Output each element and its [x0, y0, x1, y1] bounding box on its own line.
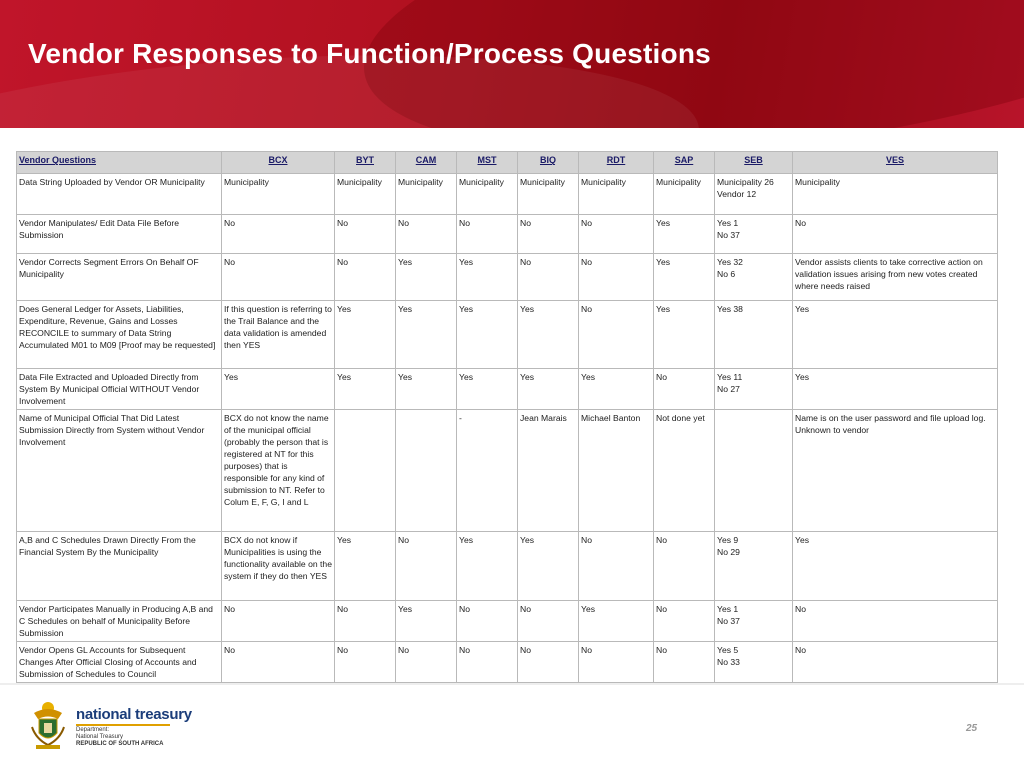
- response-cell: Yes: [457, 369, 518, 410]
- slide-title: Vendor Responses to Function/Process Questions: [28, 38, 711, 69]
- response-cell: Yes: [579, 369, 654, 410]
- response-cell: Yes: [654, 301, 715, 369]
- response-cell: [335, 410, 396, 532]
- response-cell: Yes: [396, 254, 457, 301]
- response-cell: Vendor assists clients to take corrective action on validation issues arising from new votes created where needs raised: [793, 254, 998, 301]
- response-cell: Yes: [518, 301, 579, 369]
- column-header: BYT: [335, 152, 396, 174]
- response-cell: Yes 38: [715, 301, 793, 369]
- response-cell: Not done yet: [654, 410, 715, 532]
- question-cell: Vendor Participates Manually in Producing A,B and C Schedules on behalf of Municipality Before Submission: [17, 601, 222, 642]
- response-cell: [715, 410, 793, 532]
- response-cell: No: [335, 642, 396, 683]
- coat-of-arms-icon: [28, 699, 68, 751]
- response-cell: No: [793, 642, 998, 683]
- response-cell: Yes: [793, 369, 998, 410]
- table-row: [17, 410, 998, 532]
- response-cell: Municipality: [396, 174, 457, 215]
- department-label: [76, 727, 163, 748]
- footer-divider: [0, 683, 1024, 685]
- response-cell: No: [654, 601, 715, 642]
- question-cell: Does General Ledger for Assets, Liabilities, Expenditure, Revenue, Gains and Losses RECONCILE to summary of Data String Accumulated M01 to M09 [Proof may be requested]: [17, 301, 222, 369]
- slide-header-banner: [0, 0, 1024, 128]
- question-cell: Data File Extracted and Uploaded Directly from System By Municipal Official WITHOUT Vendor Involvement: [17, 369, 222, 410]
- response-cell: No: [654, 369, 715, 410]
- column-header: SEB: [715, 152, 793, 174]
- table-row: [17, 215, 998, 254]
- response-cell: No: [335, 215, 396, 254]
- response-cell: No: [518, 215, 579, 254]
- response-cell: Municipality: [457, 174, 518, 215]
- response-cell: Yes: [654, 254, 715, 301]
- response-cell: Yes 1 No 37: [715, 215, 793, 254]
- response-cell: No: [222, 215, 335, 254]
- response-cell: Yes: [793, 532, 998, 601]
- response-cell: BCX do not know the name of the municipal official (probably the person that is registered at NT for this purposes) that is responsible for any kind of submission to NT. Refer to Colum E, F, G, I and L: [222, 410, 335, 532]
- response-cell: Municipality: [579, 174, 654, 215]
- response-cell: Municipality: [654, 174, 715, 215]
- response-cell: No: [654, 642, 715, 683]
- table-row: [17, 532, 998, 601]
- table-row: [17, 369, 998, 410]
- table-row: [17, 254, 998, 301]
- response-cell: Yes: [793, 301, 998, 369]
- vendor-responses-table: [16, 151, 998, 683]
- response-cell: Municipality: [222, 174, 335, 215]
- response-cell: No: [457, 601, 518, 642]
- response-cell: No: [396, 642, 457, 683]
- response-cell: No: [335, 601, 396, 642]
- question-cell: Vendor Manipulates/ Edit Data File Before Submission: [17, 215, 222, 254]
- question-cell: Data String Uploaded by Vendor OR Municipality: [17, 174, 222, 215]
- response-cell: Yes: [654, 215, 715, 254]
- brand-underline: [76, 724, 170, 726]
- response-cell: BCX do not know if Municipalities is using the functionality available on the system if they do then YES: [222, 532, 335, 601]
- response-cell: If this question is referring to the Trail Balance and the data validation is amended then YES: [222, 301, 335, 369]
- table-row: [17, 642, 998, 683]
- column-header: CAM: [396, 152, 457, 174]
- response-cell: No: [518, 601, 579, 642]
- response-cell: Municipality: [335, 174, 396, 215]
- response-cell: No: [579, 532, 654, 601]
- response-cell: No: [222, 601, 335, 642]
- response-cell: Municipality 26 Vendor 12: [715, 174, 793, 215]
- response-cell: No: [579, 215, 654, 254]
- response-cell: Michael Banton: [579, 410, 654, 532]
- response-cell: Municipality: [518, 174, 579, 215]
- response-cell: Yes: [222, 369, 335, 410]
- response-cell: No: [457, 215, 518, 254]
- response-cell: No: [793, 601, 998, 642]
- column-header: BCX: [222, 152, 335, 174]
- brand-name: national treasury: [76, 706, 192, 723]
- response-cell: Name is on the user password and file upload log. Unknown to vendor: [793, 410, 998, 532]
- response-cell: Yes 11 No 27: [715, 369, 793, 410]
- response-cell: No: [457, 642, 518, 683]
- response-cell: No: [654, 532, 715, 601]
- question-cell: Vendor Corrects Segment Errors On Behalf OF Municipality: [17, 254, 222, 301]
- response-cell: Yes: [396, 369, 457, 410]
- department-line2: National Treasury: [76, 734, 124, 740]
- response-cell: Yes: [457, 532, 518, 601]
- table-row: [17, 174, 998, 215]
- response-cell: No: [579, 301, 654, 369]
- table-row: [17, 301, 998, 369]
- table-header-row: [17, 152, 998, 174]
- column-header: VES: [793, 152, 998, 174]
- response-cell: Yes: [518, 369, 579, 410]
- response-cell: Yes: [457, 301, 518, 369]
- response-cell: -: [457, 410, 518, 532]
- response-cell: No: [396, 215, 457, 254]
- response-cell: Yes 32 No 6: [715, 254, 793, 301]
- response-cell: Yes: [396, 601, 457, 642]
- column-header: Vendor Questions: [17, 152, 222, 174]
- department-line1: Department:: [76, 727, 110, 733]
- response-cell: Yes 1 No 37: [715, 601, 793, 642]
- column-header: RDT: [579, 152, 654, 174]
- response-cell: Yes: [335, 369, 396, 410]
- response-cell: No: [518, 254, 579, 301]
- response-cell: Yes 9 No 29: [715, 532, 793, 601]
- response-cell: No: [793, 215, 998, 254]
- response-cell: Jean Marais: [518, 410, 579, 532]
- response-cell: No: [396, 532, 457, 601]
- response-cell: No: [579, 254, 654, 301]
- response-cell: No: [222, 254, 335, 301]
- page-number: 25: [966, 723, 978, 734]
- question-cell: A,B and C Schedules Drawn Directly From the Financial System By the Municipality: [17, 532, 222, 601]
- response-cell: Municipality: [793, 174, 998, 215]
- response-cell: No: [335, 254, 396, 301]
- column-header: SAP: [654, 152, 715, 174]
- response-cell: Yes: [457, 254, 518, 301]
- response-cell: Yes: [396, 301, 457, 369]
- response-cell: Yes 5 No 33: [715, 642, 793, 683]
- question-cell: Name of Municipal Official That Did Latest Submission Directly from System without Vendor Involvement: [17, 410, 222, 532]
- table-row: [17, 601, 998, 642]
- response-cell: No: [579, 642, 654, 683]
- response-cell: Yes: [518, 532, 579, 601]
- response-cell: No: [518, 642, 579, 683]
- response-cell: Yes: [335, 301, 396, 369]
- column-header: BIQ: [518, 152, 579, 174]
- response-cell: [396, 410, 457, 532]
- column-header: MST: [457, 152, 518, 174]
- response-cell: No: [222, 642, 335, 683]
- response-cell: Yes: [335, 532, 396, 601]
- response-cell: Yes: [579, 601, 654, 642]
- department-line3: REPUBLIC OF SOUTH AFRICA: [76, 741, 164, 747]
- question-cell: Vendor Opens GL Accounts for Subsequent Changes After Official Closing of Accounts and Submission of Schedules to Council: [17, 642, 222, 683]
